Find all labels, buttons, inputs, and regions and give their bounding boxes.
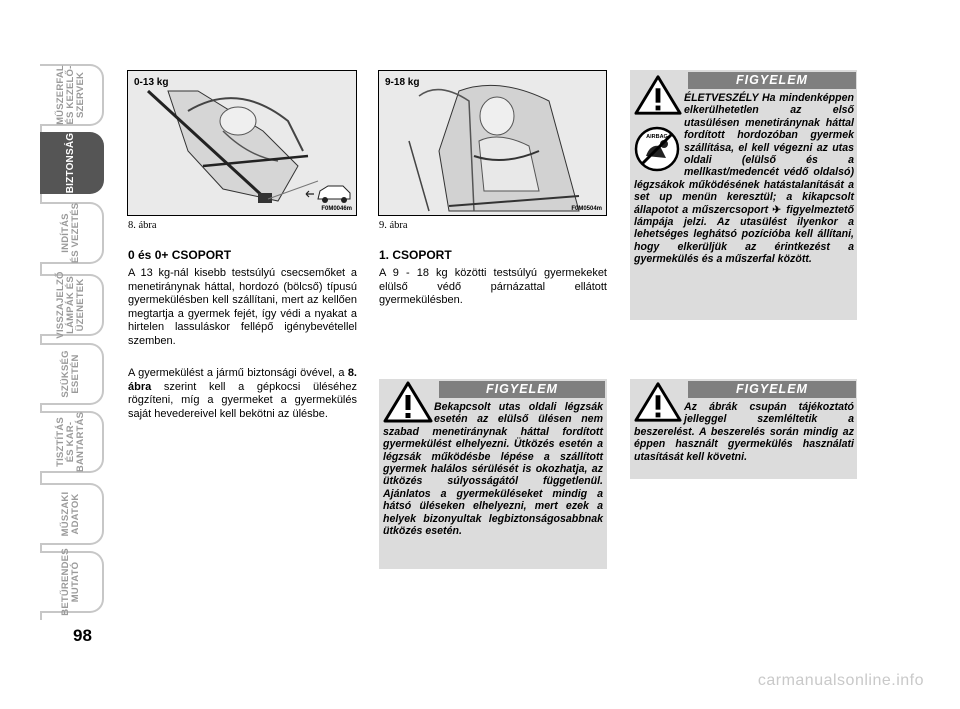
tab-muszerfal[interactable] [40, 64, 104, 126]
warning-title: FIGYELEM [439, 381, 605, 398]
figure-caption: 9. ábra [379, 220, 408, 231]
tab-label: BIZTONSÁG [65, 132, 76, 194]
warning-body: Bekapcsolt utas oldali légzsák esetén az elülső ülésen nem szabad menetiránynak háttal fordított gyermekülést elhelyezni. Ütközés esetén a légzsák működésbe lépése a szállított gyermek halálos sérülését is okozhatja, az ütközés súlyosságától függetlenül. Ajánlatos a gyermeküléseket mindig a hátsó üléseken elhelyezni, mert ezek a helyek bizonyultak legbiztonságosabbnak ütközés esetén. [383, 401, 603, 538]
tab-muszaki[interactable] [40, 483, 104, 545]
figure-weight-label: 0-13 kg [134, 77, 169, 88]
warning-title: FIGYELEM [688, 381, 856, 398]
figure-reference: 8. ábra [128, 367, 357, 393]
tab-inditas[interactable] [40, 202, 104, 264]
figure-caption: 8. ábra [128, 220, 157, 231]
airbag-off-lamp-icon: ✈ [772, 203, 783, 216]
tab-visszajelzo[interactable] [40, 271, 104, 339]
tab-label: SZÜKSÉG ESETÉN [60, 350, 81, 398]
tab-label: INDÍTÁS ÉS VEZETÉS [60, 202, 81, 264]
infant-carrier-illustration [128, 71, 357, 216]
section-heading: 1. CSOPORT [379, 248, 452, 262]
tab-biztonsag[interactable] [40, 132, 104, 194]
warning-text [634, 401, 854, 463]
warning-title: FIGYELEM [688, 72, 856, 89]
text-run: szerint kell a gépkocsi üléséhez rögzíteni, míg a gyermeket a gyermekülés saját hevedereivel kell bekötni az ülésbe. [128, 380, 357, 420]
tab-label: BETŰRENDES MUTATÓ [60, 548, 81, 616]
text-run: A gyermekülést a jármű biztonsági övével, a [128, 367, 348, 379]
warning-body: ÉLETVESZÉLY Ha mindenképpen elkerülhetetlen az első utasülésen menetiránynak háttal fordított hordozóban gyermek szállítása, el kell végezni az utas oldali (elülső és a mellkast/medencét védő oldalsó) légzsákok működésének hatástalanítását a set up menün keresztül; a kikapcsolt állapotot a műszercsoport [634, 92, 854, 216]
page-number: 98 [73, 626, 92, 645]
body-paragraph: A 13 kg-nál kisebb testsúlyú csecsemőket a menetiránynak háttal, hordozó (bölcső) típusú gyermekülésben kell szállítani, mert az kellően megtartja a gyermek fejét, így védi a nyakat a hirtelen lassuláskor fellépő igénybevétellel szemben. [128, 267, 357, 347]
tab-label: TISZTÍTÁS ÉS KAR- BANTARTÁS [55, 411, 86, 473]
warning-text [634, 92, 854, 266]
watermark: carmanualsonline.info [757, 672, 924, 689]
figure-8 [127, 70, 357, 216]
airbag-badge-text: AIRBAG [646, 134, 668, 140]
warning-box [630, 70, 857, 320]
figure-weight-label: 9-18 kg [385, 77, 420, 88]
warning-body: Az ábrák csupán tájékoztató jelleggel szemléltetik a beszerelést. A beszerelés során mindig az éppen használt gyermekülés használati utasítását kell követni. [634, 401, 854, 463]
tab-szukseg[interactable] [40, 343, 104, 405]
child-seat-illustration [379, 71, 607, 216]
tab-label: VISSZAJELZŐ LÁMPÁK ÉS ÜZENETEK [55, 271, 86, 339]
body-paragraph [128, 367, 357, 421]
warning-box [630, 379, 857, 479]
figure-code: F0M0504m [571, 206, 602, 212]
warning-body-end: figyelmeztető lámpája jelzi. Az utasülést ilyenkor a lehetséges leghátsó pozícióba kell állítani, hogy elkerüljük az érintkezést a gyermekülés és a műszerfal között. [634, 203, 854, 266]
warning-box [379, 379, 607, 569]
body-paragraph: A 9 - 18 kg közötti testsúlyú gyermekeket elülső védő párnázattal ellátott gyermekülésben. [379, 267, 607, 307]
section-heading: 0 és 0+ CSOPORT [128, 248, 232, 262]
tab-label: MŰSZERFAL ÉS KEZELŐ- SZERVEK [55, 65, 86, 125]
tab-tisztitas[interactable] [40, 411, 104, 473]
figure-code: F0M0046m [321, 206, 352, 212]
tab-label: MŰSZAKI ADATOK [60, 491, 81, 537]
figure-9 [378, 70, 607, 216]
warning-text [383, 401, 603, 537]
tab-betrendes[interactable] [40, 548, 104, 616]
